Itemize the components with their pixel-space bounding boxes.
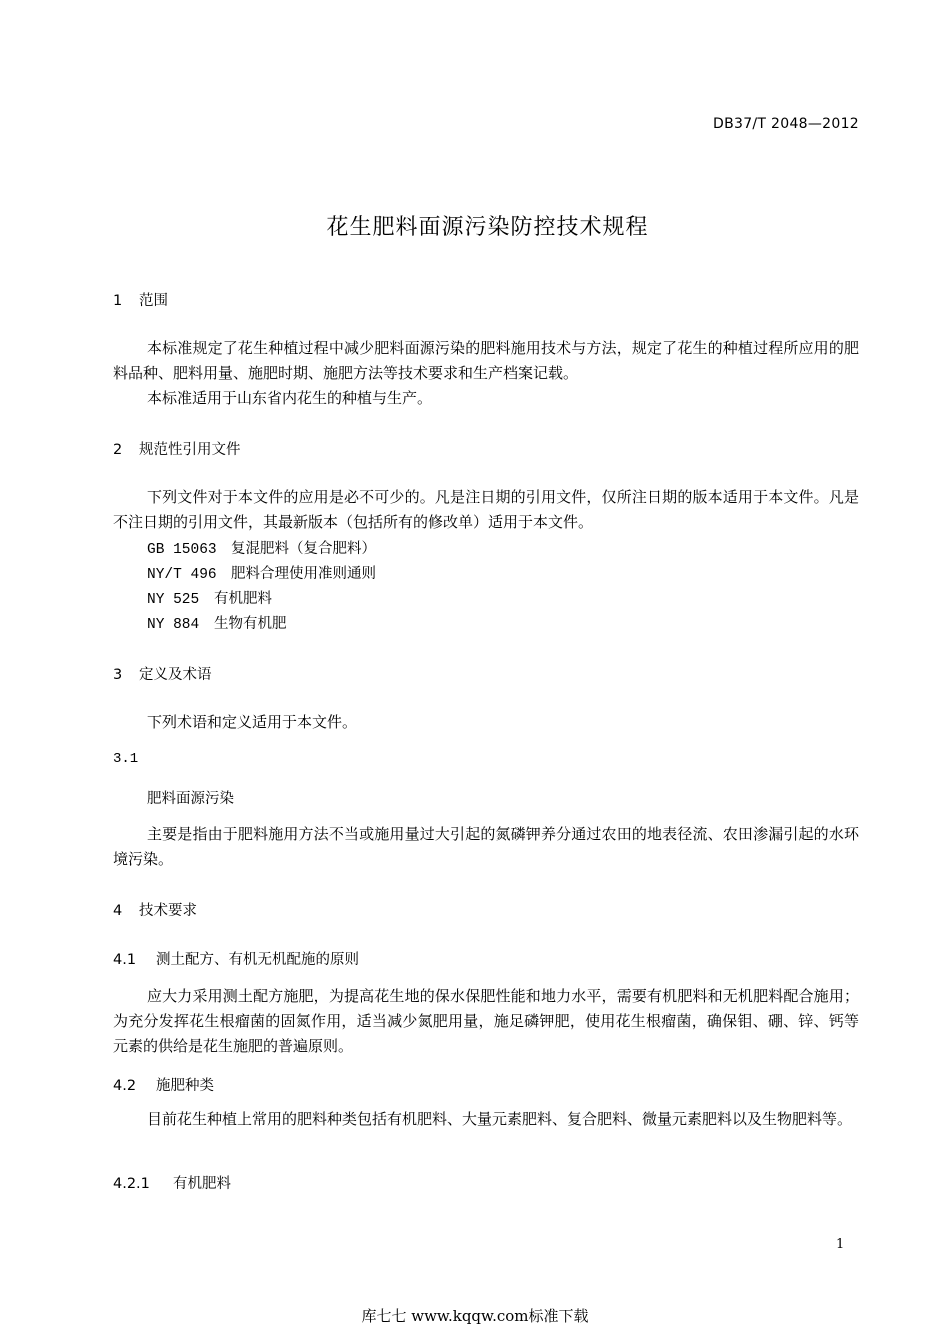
section-title: 范围 — [139, 293, 168, 309]
subsection-4-2-heading — [113, 1074, 214, 1095]
section-number: 3 — [113, 667, 123, 683]
section-4-heading — [113, 899, 197, 920]
standard-code: DB37/T 2048—2012 — [713, 116, 859, 132]
term-definition: 主要是指由于肥料施用方法不当或施用量过大引起的氮磷钾养分通过农田的地表径流、农田渗漏引起的水环境污染。 — [113, 825, 859, 868]
scope-paragraph-1: 本标准规定了花生种植过程中减少肥料面源污染的肥料施用技术与方法，规定了花生的种植过程所应用的肥料品种、肥料用量、施肥时期、施肥方法等技术要求和生产档案记载。 — [113, 339, 859, 382]
section-title: 定义及术语 — [139, 667, 212, 683]
subsection-number: 4.1 — [113, 952, 137, 968]
scope-paragraph-2: 本标准适用于山东省内花生的种植与生产。 — [147, 389, 433, 407]
reference-title: 肥料合理使用准则通则 — [231, 566, 376, 582]
section-number: 1 — [113, 293, 123, 309]
section-title: 技术要求 — [139, 903, 197, 919]
reference-item — [147, 587, 272, 608]
reference-item — [147, 562, 376, 583]
refs-intro-paragraph: 下列文件对于本文件的应用是必不可少的。凡是注日期的引用文件，仅所注日期的版本适用于本文件。凡是不注日期的引用文件，其最新版本（包括所有的修改单）适用于本文件。 — [113, 488, 859, 531]
footer-watermark: 库七七 www.kqqw.com标准下载 — [361, 1307, 589, 1325]
section-3-heading — [113, 663, 212, 684]
reference-code: GB 15063 — [147, 542, 217, 558]
section-number: 4 — [113, 903, 123, 919]
reference-item — [147, 537, 376, 558]
reference-title: 有机肥料 — [214, 591, 272, 607]
subsection-number: 4.2.1 — [113, 1176, 150, 1192]
section-1-heading — [113, 289, 168, 310]
reference-title: 复混肥料（复合肥料） — [231, 541, 376, 557]
subsection-4-1-heading — [113, 948, 359, 969]
term-name: 肥料面源污染 — [147, 791, 234, 807]
reference-item — [147, 612, 287, 633]
reference-code: NY 525 — [147, 592, 200, 608]
terms-intro-paragraph: 下列术语和定义适用于本文件。 — [147, 713, 358, 731]
subsection-4-2-paragraph: 目前花生种植上常用的肥料种类包括有机肥料、大量元素肥料、复合肥料、微量元素肥料以及生物肥料等。 — [147, 1110, 853, 1128]
term-number: 3.1 — [113, 751, 139, 767]
subsection-number: 4.2 — [113, 1078, 137, 1094]
subsection-4-2-1-heading — [113, 1172, 231, 1193]
section-number: 2 — [113, 442, 123, 458]
subsection-title: 有机肥料 — [173, 1176, 231, 1192]
page-number: 1 — [836, 1237, 845, 1252]
reference-code: NY/T 496 — [147, 567, 217, 583]
subsection-4-1-paragraph: 应大力采用测土配方施肥，为提高花生地的保水保肥性能和地力水平，需要有机肥料和无机肥料配合施用；为充分发挥花生根瘤菌的固氮作用，适当减少氮肥用量，施足磷钾肥，使用花生根瘤菌，确保钼、硼、锌、钙等元素的供给是花生施肥的普遍原则。 — [113, 987, 859, 1055]
reference-title: 生物有机肥 — [214, 616, 287, 632]
subsection-title: 测土配方、有机无机配施的原则 — [156, 952, 359, 968]
document-title: 花生肥料面源污染防控技术规程 — [326, 215, 649, 240]
section-title: 规范性引用文件 — [139, 442, 241, 458]
subsection-title: 施肥种类 — [156, 1078, 214, 1094]
section-2-heading — [113, 438, 241, 459]
reference-code: NY 884 — [147, 617, 200, 633]
